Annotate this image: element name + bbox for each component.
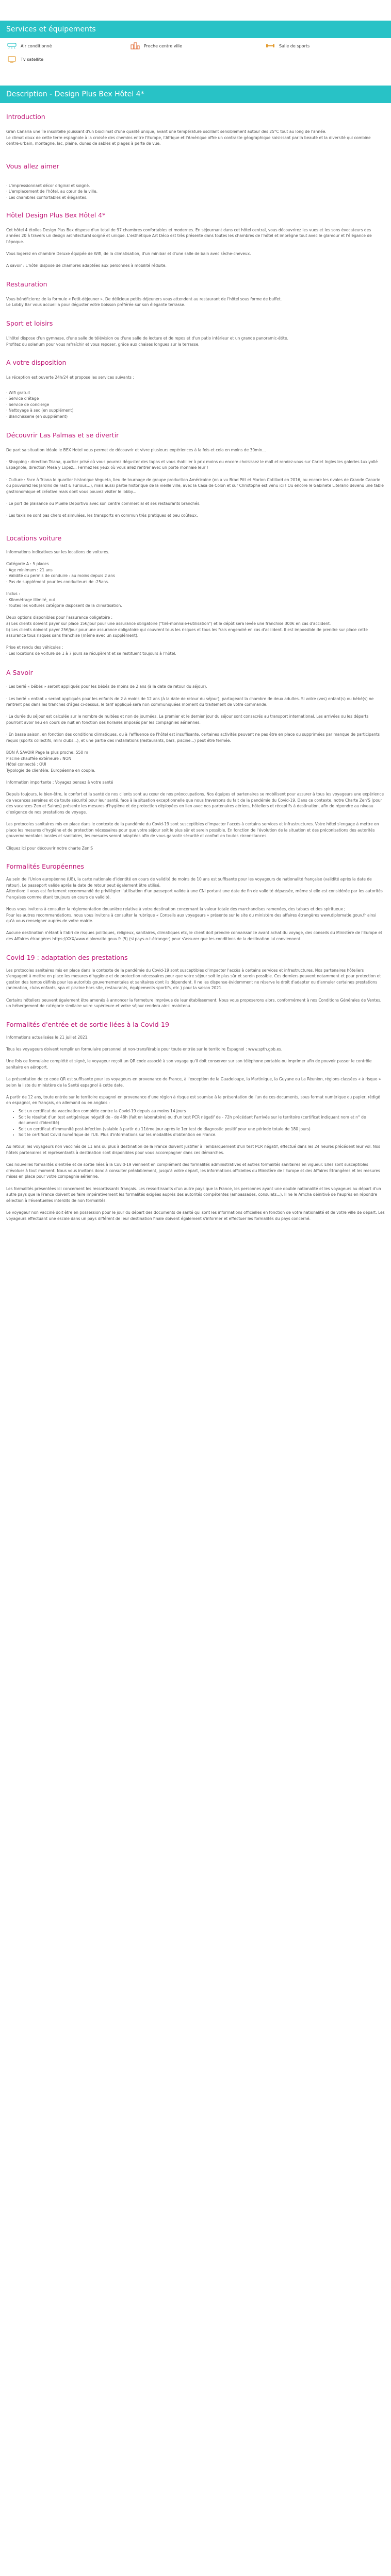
paragraph: Nous vous invitons à consulter la réglementation douanière relative à votre destination concernant la valeur totale des marchandises ramenées, des tabacs et des spiritueux ;	[6, 907, 346, 912]
service-city-center	[131, 42, 182, 49]
paragraph: · Shopping : direction Triana, quartier prisé où vous pourrez déguster des tapas et vous rhabiller à prix moins ou encore choisissez le mall et rendez-vous sur Carlet Ingles les galeries Luxiyollé Espagnole, direction Mesa y Lopez... Fermez les yeux où vous allez rentrer avec un porte monnaie leur !	[6, 459, 378, 470]
list-line: Inclus :	[6, 591, 20, 596]
entry-requirements-list	[6, 1108, 385, 1138]
section-title-amenities: A votre disposition	[6, 359, 67, 367]
paragraph: Informations indicatives sur les locations de voitures.	[6, 549, 110, 554]
list-line: Typologie de clientèle: Européenne en couple.	[6, 768, 95, 773]
list-line: · Blanchisserie (en supplément)	[6, 414, 68, 419]
paragraph: Les protocoles sanitaires mis en place dans le contexte de la pandémie du Covid-19 sont susceptibles d'impacter l'accès à certains services et infrastructures. Votre hôtel s'engage à mettre en place les mesures d'hygiène et de protection nécessaires pour que votre séjour soit le plus sûr et serein possible. En fonction de l'évolution de la situation et des préconisations des autorités gouvernementales locales et sanitaires, les mesures seront adaptées afin de vous garantir sécurité et confort en toutes circonstances.	[6, 822, 379, 839]
section-title-restaurant: Restauration	[6, 280, 47, 288]
list-item: • Soit un certificat de vaccination complète contre la Covid-19 depuis au moins 14 jours	[19, 1108, 385, 1114]
service-label: Air conditionné	[21, 43, 52, 48]
paragraph: Les protocoles sanitaires mis en place dans le contexte de la pandémie du Covid-19 sont susceptibles d'impacter l'accès à certains services et infrastructures. Nos partenaires hôteliers s'engagent à mettre en place les mesures d'hygiène et de protection nécessaires pour que votre séjour soit le plus sûr et serein possible. Ces derniers peuvent notamment et pour protection et gestion des temps définis pour les autorités gouvernementales et sanitaires dont ils dépendent. Il ne les dispense évidemment ne réserve le droit d'adapter ou d'annuler certaines prestations (animation, clubs enfants, spa et piscine hors site, restaurants, équipements sportifs, etc.) pour la saison 2021.	[6, 968, 381, 991]
city-center-icon	[131, 42, 140, 49]
list-line: a) Les clients doivent payer sur place 15€/jour pour une assurance obligatoire ("tiré-monnaie+utilisation") et le dépôt sera levée une franchise 300€ en cas d'accident.	[6, 621, 331, 626]
list-line: · Wifi gratuit	[6, 390, 30, 395]
paragraph: Le climat doux de cette terre espagnole à la croisée des chemins entre l'Europe, l'Afrique et l'Amérique offre un contraste géographique saisissant par la beauté et la diversité qui combine centre-urbain, montagne, lac, plaine, dunes de sables et plages à perte de vue.	[6, 135, 371, 146]
section-title-good-to-know: A Savoir	[6, 669, 33, 677]
list-line: · Nettoyage à sec (en supplément)	[6, 408, 74, 413]
list-line: Prise et rendu des véhicules :	[6, 645, 63, 650]
list-line: · Kilométrage illimité, oui	[6, 597, 55, 602]
list-line: · L'emplacement de l'hôtel, au cœur de la ville.	[6, 189, 98, 194]
paragraph: A savoir : L'hôtel dispose de chambres adaptées aux personnes à mobilité réduite.	[6, 263, 167, 268]
paragraph: L'hôtel dispose d'un gymnase, d'une salle de télévision ou d'une salle de lecture et de repos et d'un patio intérieur et un grande panoramic-étite.	[6, 335, 288, 341]
service-label: Proche centre ville	[144, 43, 183, 48]
list-line: · Les locations de voiture de 1 à 7 jours se récupèrent et se restituent toujours à l'hôtel.	[6, 651, 176, 656]
paragraph: Informations actualisées le 21 juillet 2021.	[6, 1035, 89, 1040]
paragraph: La présentation de ce code QR est suffisante pour les voyageurs en provenance de France, à l'exception de la Guadeloupe, la Martinique, la Guyane ou La Réunion, régions classées « à risque » selon la liste du ministère de la Santé espagnol à cette date.	[6, 1076, 381, 1088]
paragraph: · Les berlé « enfant » seront appliqués pour les enfants de 2 à moins de 12 ans (à la date de retour du séjour), partageant la chambre de deux adultes. Si votre (vos) enfant(s) ou bébé(s) ne rentrent pas dans les tranches d'âges ci-dessus, le tarif appliqué sera non communiquées moment du traitement de votre commande.	[6, 696, 374, 707]
list-line: · Validité du permis de conduire : au moins depuis 2 ans	[6, 573, 115, 579]
paragraph: Depuis toujours, le bien-être, le confort et la santé de nos clients sont au cœur de nos préoccupations. Nos équipes et partenaires se mobilisent pour assurer à tous les voyageurs une expérience de vacances sereines et de toute sécurité pour leur santé, face à la situation exceptionnelle que nous traversons du fait de la pandémie du Covid-19. Dans ce contexte, notre Charte Zen'S (pour des vacances Zen et Saines) présente les mesures d'hygiène et de protection déployées en lien avec nos partenaires aériens, hôteliers et réceptifs à destination, afin de répondre au niveau d'exigence de nos prestations de voyage.	[6, 792, 384, 815]
list-line: Catégorie A : 5 places	[6, 561, 49, 566]
paragraph: A partir de 12 ans, toute entrée sur le territoire espagnol en provenance d'une région à risque est soumise à la présentation de l'un de ces documents, sous format numérique ou papier, rédigé en espagnol, en français, en allemand ou en anglais :	[6, 1094, 380, 1106]
paragraph: Deux options disponibles pour l'assurance obligatoire :	[6, 615, 113, 620]
paragraph: Information importante : Voyagez pensez à votre santé	[6, 779, 113, 785]
paragraph: Certains hôteliers peuvent également être amenés à annoncer la fermeture imprévue de leur établissement. Nous vous proposerons alors, conformément à nos Conditions Générales de Ventes, un hébergement de catégorie similaire voire supérieure et votre séjour rendera ainsi maintenu.	[6, 997, 382, 1009]
list-item: • Soit un certificat d'immunité post-infection (valable à partir du 11ème jour après le 1er test de diagnostic positif pour une période totale de 180 jours)	[19, 1126, 385, 1132]
list-line: · Toutes les voitures catégorie disposent de la climatisation.	[6, 603, 122, 608]
paragraph: Vous bénéficierez de la formule « Petit-déjeuner ». De délicieux petits déjeuners vous attendent au restaurant de l'hôtel sous forme de buffet.	[6, 296, 282, 301]
section-title-discover: Découvrir Las Palmas et se divertir	[6, 431, 119, 439]
list-line: Hôtel connecté : OUI	[6, 762, 46, 767]
paragraph: Au sein de l'Union européenne (UE), la carte nationale d'identité en cours de validité de moins de 10 ans est suffisante pour les voyageurs de nationalité française (validité après la date de retour). Le passeport valide après la date de retour peut également être utilisé.	[6, 877, 372, 888]
list-line: · Pas de supplément pour les conducteurs de -25ans.	[6, 579, 109, 584]
paragraph: · Culture : Face à Triana le quartier historique Vegueta, lieu de tournage de groupe production Américaine (on a vu Brad Pitt et Marion Cotillard en 2016, ou encore les rivales de Grande Canarie ou pouvoirez les Jardins de Fast & Furious...), mais aussi partie historique de la vieille ville, avec la Casa de Colon et sur Christophe est venu ici ! Ou encore le Gabinete Literario devenu une table gastronomique et créative mais dont vous pouvez visiter le lobby...	[6, 477, 384, 494]
page	[0, 21, 391, 2576]
section-title-car-rental: Locations voiture	[6, 534, 62, 542]
service-satellite-tv	[7, 56, 43, 63]
list-item: • Soit le certificat Covid numérique de l'UE. Plus d'informations sur les modalités d'obtention en France.	[19, 1132, 385, 1138]
service-air-conditioning	[7, 42, 52, 49]
list-line: · Service d'étage	[6, 396, 39, 401]
services-list	[0, 38, 391, 72]
paragraph: Attention: il vous est fortement recommandé de privilégier l'utilisation d'un passeport valide à une CNI portant une date de fin de validité dépassée, même si elle est considérée par les autorités françaises comme étant toujours en cours de validité.	[6, 889, 383, 900]
air-conditioner-icon	[7, 42, 17, 49]
service-label: Salle de sports	[279, 43, 310, 48]
section-title-covid: Covid-19 : adaptation des prestations	[6, 953, 128, 961]
description-content	[0, 113, 391, 1222]
paragraph: · Les berlé « bébés » seront appliqués pour les bébés de moins de 2 ans (à la date de retour du séjour).	[6, 684, 207, 689]
paragraph: Profitez du solarium pour vous rafraîchir et vous reposer, grâce aux chaises longues sur la terrasse.	[6, 342, 200, 347]
list-line: BON À SAVOIR Page la plus proche: 550 m	[6, 750, 88, 755]
section-title-entry: Formalités d'entrée et de sortie liées à la Covid-19	[6, 1020, 169, 1028]
paragraph: Vous logerez en chambre Deluxe équipée de Wifi, de la climatisation, d'un minibar et d'une salle de bain avec sèche-cheveux.	[6, 251, 251, 256]
paragraph: Gran Canaria une île insolitelle jouissant d'un bioclimat d'une qualité unique, avant une température oscillant sensiblement autour des 25°C tout au long de l'année.	[6, 129, 327, 134]
paragraph: Cet hôtel 4 étoiles Design Plus Bex dispose d'un total de 97 chambres confortables et modernes. En séjournant dans cet hôtel central, vous découvrirez les vues et les sons évocateurs des années 20 à travers un design architectural soigné et unique. L'esthétique Art Déco est très présente dans toutes les chambres de l'hôtel et imprègne tout avec le glamour et l'élégance de l'époque.	[6, 227, 372, 244]
paragraph: Le Lobby Bar vous accueilla pour déguster votre boisson préférée sur son élégante terrasse.	[6, 302, 186, 308]
paragraph: · Les taxis ne sont pas chers et simulées, les transports en commun très pratiques et peu coûteux.	[6, 513, 198, 518]
section-title-introduction: Introduction	[6, 113, 45, 121]
paragraph: Le voyageur non vacciné doit être en possession pour le jour du départ des documents de santé qui sont les informations officielles en fonction de votre nationalité et de votre ville de départ. Les voyageurs effectuant une escale dans un pays différent de leur destination finale doivent également s'informer et effectuer les formalités du pays concerné.	[6, 1210, 385, 1221]
service-label: Tv satellite	[21, 57, 44, 62]
section-title-hotel: Hôtel Design Plus Bex Hôtel 4*	[6, 211, 106, 219]
paragraph: Une fois ce formulaire complété et signé, le voyageur reçoit un QR code associé à son voyage qu'il doit conserver sur son téléphone portable ou imprimer afin de pouvoir passer le contrôle sanitaire en aéroport.	[6, 1059, 372, 1070]
paragraph: De part sa situation idéale le BEX Hotel vous permet de découvrir et vivre plusieurs expériences à la fois et cela en moins de 30min...	[6, 447, 266, 452]
list-line: · Age minimum : 21 ans	[6, 567, 53, 572]
paragraph: Ces nouvelles formalités d'entrée et de sortie liées à la Covid-19 viennent en complément des formalités administratives et autres formalités sanitaires en vigueur. Elles sont susceptibles d'évoluer à tout moment. Nous vous invitons donc à consulter préalablement, jusqu'à votre départ, les informations officielles du Ministère de l'Europe et des Affaires Étrangères et les mesures mises en place pour votre compagnie aérienne.	[6, 1162, 380, 1179]
paragraph: La réception est ouverte 24h/24 et propose les services suivants :	[6, 375, 134, 380]
gym-icon	[266, 42, 275, 49]
description-heading: Description - Design Plus Bex Hôtel 4*	[0, 86, 391, 103]
section-title-sport: Sport et loisirs	[6, 319, 53, 327]
list-line: b) Les clients doivent payer 25€/jour pour une assurance obligatoire qui couvrent tous les risques et tous les frais engendré en cas d'accident. Il est impossible de prendre sur place cette assurance tous risques sans franchise (même avec un supplément).	[6, 627, 368, 638]
charter-link[interactable]: Cliquez ici pour découvrir notre charte Zen'S	[6, 845, 93, 851]
list-line: · Service de concierge	[6, 402, 50, 407]
service-gym	[266, 42, 309, 49]
services-heading: Services et équipements	[0, 21, 391, 38]
satellite-tv-icon	[7, 56, 17, 63]
list-item: • Soit le résultat d'un test antigénique négatif de - de 48h (fait en laboratoire) ou d'un test PCR négatif de - 72h précédant l'arrivée sur le territoire (certificat indiquant nom et n° de document d'identité)	[19, 1114, 385, 1126]
section-title-highlights: Vous allez aimer	[6, 162, 59, 170]
paragraph: Tous les voyageurs doivent remplir un formulaire personnel et non-transférable pour toute entrée sur le territoire Espagnol : www.spth.gob.es.	[6, 1046, 283, 1052]
paragraph: Au retour, les voyageurs non vaccinés de 11 ans ou plus à destination de la France doivent justifier à l'embarquement d'un test PCR négatif, effectué dans les 24 heures précédent leur vol. Nos hôtels partenaires et représentants à destination sont disponibles pour vous accompagner dans ces démarches.	[6, 1144, 380, 1156]
paragraph: Pour les autres recommandations, nous vous invitons à consulter la rubrique « Conseils aux voyageurs » présente sur le site du ministère des affaires étrangères www.diplomatie.gouv.fr ainsi qu'à vous renseigner auprès de votre mairie.	[6, 912, 377, 924]
list-line: Piscine chauffée extérieure : NON	[6, 756, 72, 761]
paragraph: Les formalités présentées ici concernent les ressortissants français. Les ressortissants d'un autre pays que la France, les personnes ayant une double nationalité et les voyageurs au départ d'un autre pays que la France doivent se faire impérativement les formalités exigées auprès des autorités compétentes (ambassades, consulats...). Il ne le Amcha déinitivé de l'auprès en répondre sélection à l'éventuelles interdits de non formalités.	[6, 1186, 381, 1203]
section-title-formalities: Formalités Européennes	[6, 862, 84, 871]
list-line: · L'impressionnant décor original et soigné.	[6, 183, 90, 188]
paragraph: · Le port de plaisance ou Muelle Deportivo avec son centre commercial et ses restaurants branchés.	[6, 501, 201, 506]
paragraph: Aucune destination n'étant à l'abri de risques politiques, religieux, sanitaires, climatiques etc, le client doit prendre connaissance avant achat du voyage, des conseils du Ministère de l'Europe et des Affaires étrangères https://XXX/www.diplomatie.gouv.fr (5) (si pays-o-t-étranger) pour s'assurer que les conditions de la destination lui conviennent.	[6, 930, 382, 942]
paragraph: · En basse saison, en fonction des conditions climatiques, ou à l'affluence de l'hôtel est insuffisante, certaines activités peuvent ne pas être en place ou supprimées par manque de participants requis (sports collectifs, mini clubs...), et une partie des installations (restaurants, bars, piscine...) peut être fermée.	[6, 732, 380, 743]
list-line: · Les chambres confortables et élégantes.	[6, 195, 88, 200]
paragraph: · La durée du séjour est calculée sur le nombre de nuitées et non de journées. La premier et le dernier jour du séjour sont consacrés au transport international. Les arrivées ou les départs pourront avoir lieu en cours de nuit en fonction des horaires imposés par les compagnies aériennes.	[6, 714, 369, 725]
